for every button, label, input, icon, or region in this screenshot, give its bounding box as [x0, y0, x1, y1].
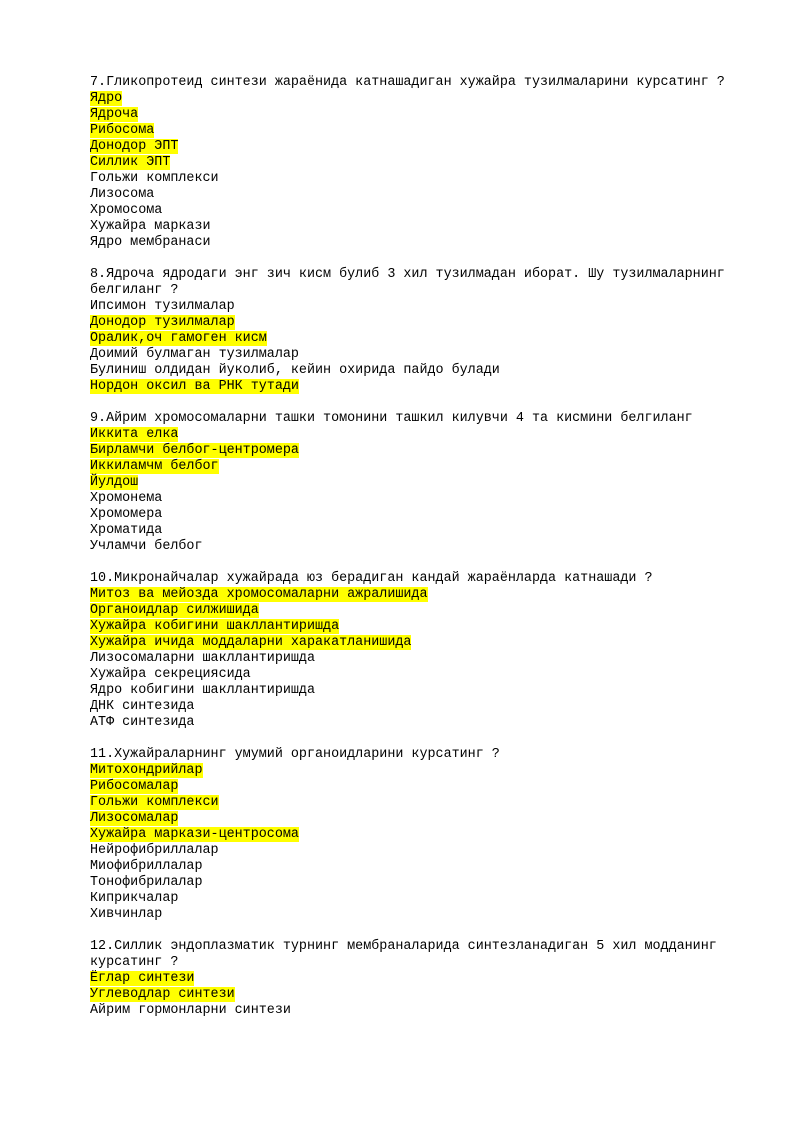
answer-option [90, 491, 730, 507]
answer-option-correct [90, 603, 730, 619]
answer-text: Киприкчалар [90, 891, 179, 906]
answer-text: Ядро [90, 91, 123, 106]
answer-option [90, 507, 730, 523]
answer-option [90, 347, 730, 363]
answer-option [90, 219, 730, 235]
answer-option-correct [90, 315, 730, 331]
answer-option [90, 699, 730, 715]
answer-option-correct [90, 971, 730, 987]
answer-text: Хивчинлар [90, 907, 163, 922]
answer-option-correct [90, 139, 730, 155]
answer-text: Митохондрийлар [90, 763, 203, 778]
answer-option-correct [90, 987, 730, 1003]
answer-option [90, 539, 730, 555]
question-block [90, 571, 730, 731]
answer-text: Лизосомаларни шакллантиришда [90, 651, 315, 666]
answer-text: Углеводлар синтези [90, 987, 235, 1002]
question-block [90, 75, 730, 251]
answer-option-correct [90, 331, 730, 347]
answer-text: Ядро мембранаси [90, 235, 211, 250]
question-title: 9.Айрим хромосомаларни ташки томонини ташкил килувчи 4 та кисмини белгиланг [90, 411, 693, 426]
answer-text: Оралик,оч гамоген кисм [90, 331, 267, 346]
answer-text: Донодор тузилмалар [90, 315, 235, 330]
answer-option [90, 667, 730, 683]
answer-text: Лизосомалар [90, 811, 179, 826]
answer-option-correct [90, 635, 730, 651]
answer-option [90, 235, 730, 251]
answer-text: Донодор ЭПТ [90, 139, 179, 154]
question-block [90, 939, 730, 1019]
answer-option-correct [90, 619, 730, 635]
answer-option-correct [90, 827, 730, 843]
answer-text: Хужайра ичида моддаларни харакатланишида [90, 635, 412, 650]
answer-text: Хромосома [90, 203, 163, 218]
answer-text: Нордон оксил ва РНК тутади [90, 379, 299, 394]
answer-option-correct [90, 811, 730, 827]
answer-option [90, 523, 730, 539]
answer-option-correct [90, 459, 730, 475]
answer-text: Хужайра кобигини шакллантиришда [90, 619, 340, 634]
answer-text: Нейрофибриллалар [90, 843, 219, 858]
answer-text: Митоз ва мейозда хромосомаларни ажралишида [90, 587, 428, 602]
answer-text: Ядроча [90, 107, 139, 122]
answer-text: Гольжи комплекси [90, 795, 219, 810]
answer-option-correct [90, 123, 730, 139]
answer-text: Силлик ЭПТ [90, 155, 171, 170]
answer-option-correct [90, 475, 730, 491]
answer-text: Лизосома [90, 187, 155, 202]
question-title: 12.Силлик эндоплазматик турнинг мембраналарида синтезланадиган 5 хил модданинг курсатинг ? [90, 939, 725, 970]
answer-option [90, 715, 730, 731]
answer-option-correct [90, 91, 730, 107]
answer-option [90, 683, 730, 699]
answer-text: ДНК синтезида [90, 699, 195, 714]
answer-text: Тонофибрилалар [90, 875, 203, 890]
answer-option [90, 171, 730, 187]
answer-option [90, 907, 730, 923]
answer-option-correct [90, 155, 730, 171]
answer-text: Рибосома [90, 123, 155, 138]
question-title: 11.Хужайраларнинг умумий органоидларини курсатинг ? [90, 747, 500, 762]
answer-option-correct [90, 795, 730, 811]
answer-option [90, 1003, 730, 1019]
question-block [90, 747, 730, 923]
answer-option [90, 299, 730, 315]
question-title: 8.Ядроча ядродаги энг зич кисм булиб 3 хил тузилмадан иборат. Шу тузилмаларнинг белгиланг ? [90, 267, 733, 298]
answer-text: Бирламчи белбог-центромера [90, 443, 299, 458]
answer-text: Учламчи белбог [90, 539, 203, 554]
answer-text: Ипсимон тузилмалар [90, 299, 235, 314]
answer-option [90, 875, 730, 891]
answer-text: Хужайра маркази-центросома [90, 827, 299, 842]
question-block [90, 411, 730, 555]
answer-text: Доимий булмаган тузилмалар [90, 347, 299, 362]
answer-text: Хромомера [90, 507, 163, 522]
question-block [90, 267, 733, 395]
answer-option [90, 859, 730, 875]
question-title: 7.Гликопротеид синтези жараёнида катнашадиган хужайра тузилмаларини курсатинг ? [90, 75, 725, 90]
answer-text: Ёглар синтези [90, 971, 195, 986]
answer-text: Рибосомалар [90, 779, 179, 794]
answer-option [90, 203, 730, 219]
answer-text: АТФ синтезида [90, 715, 195, 730]
answer-option-correct [90, 779, 730, 795]
document-page [90, 75, 733, 1035]
answer-option-correct [90, 587, 730, 603]
answer-option-correct [90, 427, 730, 443]
answer-text: Гольжи комплекси [90, 171, 219, 186]
answer-text: Айрим гормонларни синтези [90, 1003, 291, 1018]
answer-text: Иккита елка [90, 427, 179, 442]
answer-text: Хроматида [90, 523, 163, 538]
answer-option-correct [90, 763, 730, 779]
answer-option [90, 363, 730, 379]
answer-option [90, 187, 730, 203]
answer-text: Органоидлар силжишида [90, 603, 259, 618]
answer-option-correct [90, 379, 730, 395]
answer-option-correct [90, 443, 730, 459]
answer-text: Хужайра секрециясида [90, 667, 251, 682]
answer-text: Ядро кобигини шакллантиришда [90, 683, 315, 698]
question-title: 10.Микронайчалар хужайрада юз берадиган кандай жараёнларда катнашади ? [90, 571, 653, 586]
answer-text: Миофибриллалар [90, 859, 203, 874]
answer-option-correct [90, 107, 730, 123]
answer-text: Хромонема [90, 491, 163, 506]
answer-option [90, 843, 730, 859]
answer-text: Хужайра маркази [90, 219, 211, 234]
answer-text: Булиниш олдидан йуколиб, кейин охирида пайдо булади [90, 363, 500, 378]
answer-text: Иккиламчм белбог [90, 459, 219, 474]
answer-option [90, 651, 730, 667]
answer-text: Йулдош [90, 475, 139, 490]
answer-option [90, 891, 730, 907]
